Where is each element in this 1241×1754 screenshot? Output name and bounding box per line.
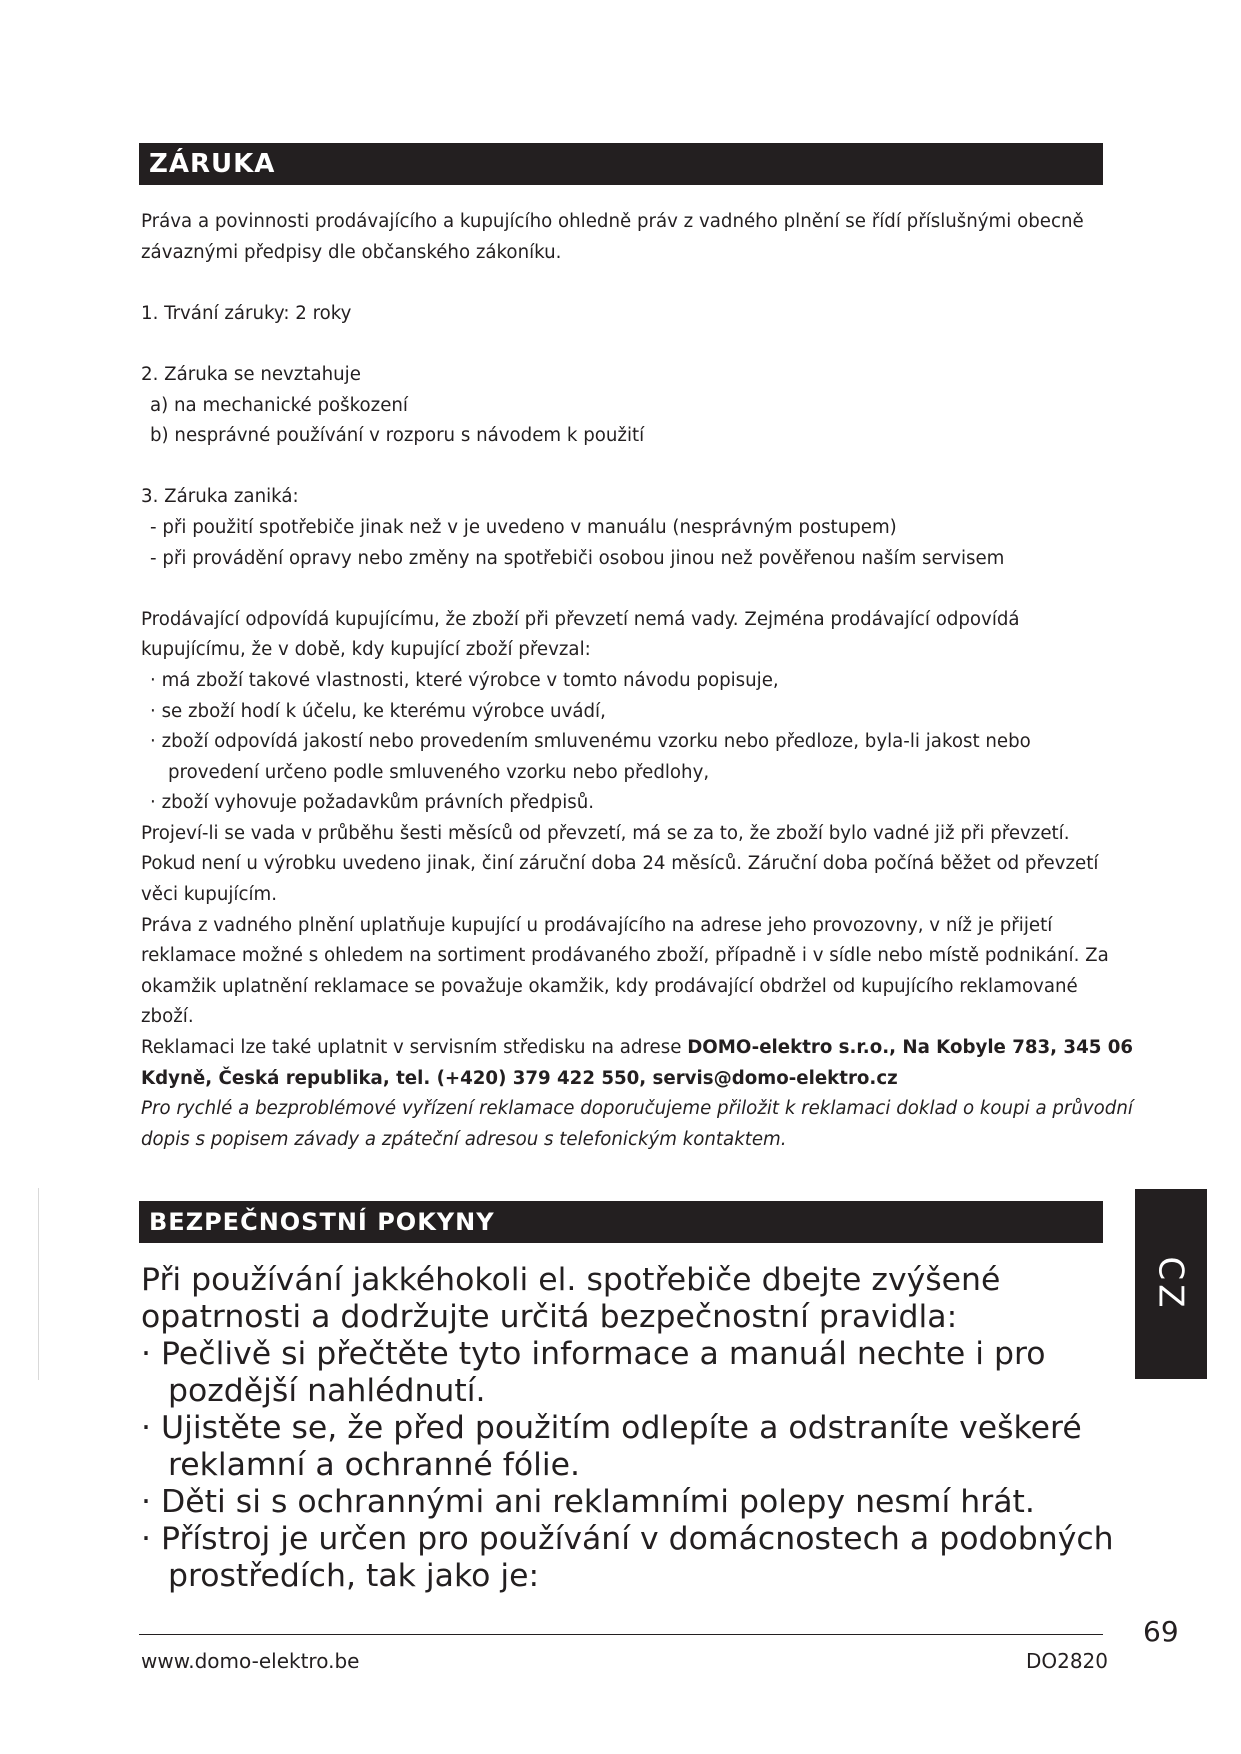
warranty-body: [141, 207, 1134, 1155]
safety-bullet: · Ujistěte se, že před použitím odlepíte a odstraníte veškeré: [141, 1410, 1082, 1446]
seller-bullet: · zboží odpovídá jakostí nebo provedením smluvenému vzorku nebo předloze, byla-li jakost nebo: [150, 731, 1031, 753]
recommendation-line: dopis s popisem závady a zpáteční adresou s telefonickým kontaktem.: [141, 1128, 787, 1150]
exclusion-item: b) nesprávné používání v rozporu s návodem k použití: [150, 425, 645, 447]
safety-bullet-continuation: pozdější nahlédnutí.: [168, 1373, 486, 1409]
language-tab: [1135, 1189, 1207, 1379]
safety-intro-line: opatrnosti a dodržujte určitá bezpečnostní pravidla:: [141, 1299, 958, 1335]
seller-paragraph-line: kupujícímu, že v době, kdy kupující zboží převzal:: [141, 639, 591, 661]
exclusion-item: a) na mechanické poškození: [150, 394, 408, 416]
warranty-heading: ZÁRUKA: [139, 143, 1103, 185]
rights-paragraph-line: Práva z vadného plnění uplatňuje kupující u prodávajícího na adrese jeho provozovny, v níž je přijetí: [141, 914, 1053, 936]
exclusions-title: 2. Záruka se nevztahuje: [141, 363, 361, 385]
language-code: CZ: [1150, 1256, 1191, 1312]
seller-bullet: · zboží vyhovuje požadavkům právních předpisů.: [150, 792, 595, 814]
rights-paragraph-line: okamžik uplatnění reklamace se považuje okamžik, kdy prodávající obdržel od kupujícího reklamované: [141, 975, 1078, 997]
service-lead-text: Reklamaci lze také uplatnit v servisním středisku na adrese: [141, 1037, 688, 1059]
termination-title: 3. Záruka zaniká:: [141, 486, 299, 508]
defect-paragraph-line: Pokud není u výrobku uvedeno jinak, činí záruční doba 24 měsíců. Záruční doba počíná běžet od převzetí: [141, 853, 1099, 875]
seller-bullet-continuation: provedení určeno podle smluveného vzorku nebo předlohy,: [168, 761, 710, 783]
seller-paragraph-line: Prodávající odpovídá kupujícímu, že zboží při převzetí nemá vady. Zejména prodávající odpovídá: [141, 608, 1020, 630]
rights-paragraph-line: reklamace možné s ohledem na sortiment prodávaného zboží, případně i v sídle nebo místě podnikání. Za: [141, 945, 1109, 967]
footer-website: www.domo-elektro.be: [141, 1649, 360, 1673]
seller-bullet: · má zboží takové vlastnosti, které výrobce v tomto návodu popisuje,: [150, 669, 779, 691]
footer-model: DO2820: [1025, 1649, 1108, 1673]
service-center-line: [141, 1033, 1134, 1064]
footer-rule: [139, 1634, 1103, 1635]
warranty-intro-line: Práva a povinnosti prodávajícího a kupujícího ohledně práv z vadného plnění se řídí příslušnými obecně: [141, 211, 1084, 232]
service-contact: Kdyně, Česká republika, tel. (+420) 379 422 550, servis@domo-elektro.cz: [141, 1067, 898, 1089]
safety-heading: BEZPEČNOSTNÍ POKYNY: [139, 1201, 1103, 1243]
rights-paragraph-line: zboží.: [141, 1006, 194, 1028]
warranty-duration: 1. Trvání záruky: 2 roky: [141, 302, 352, 324]
defect-paragraph-line: Projeví-li se vada v průběhu šesti měsíců od převzetí, má se za to, že zboží bylo vadné již při převzetí.: [141, 822, 1070, 844]
recommendation-line: Pro rychlé a bezproblémové vyřízení reklamace doporučujeme přiložit k reklamaci doklad o koupi a průvodní: [141, 1098, 1133, 1120]
safety-bullet: · Děti si s ochrannými ani reklamními polepy nesmí hrát.: [141, 1484, 1035, 1520]
margin-divider: [38, 1188, 39, 1380]
termination-item: - při použití spotřebiče jinak než v je uvedeno v manuálu (nesprávným postupem): [150, 516, 897, 538]
service-address: DOMO-elektro s.r.o., Na Kobyle 783, 345 06: [687, 1037, 1134, 1059]
safety-bullet: · Přístroj je určen pro používání v domácnostech a podobných: [141, 1521, 1114, 1557]
seller-bullet: · se zboží hodí k účelu, ke kterému výrobce uvádí,: [150, 700, 606, 722]
defect-paragraph-line: věci kupujícím.: [141, 884, 278, 906]
safety-intro-line: Při používání jakkéhokoli el. spotřebiče dbejte zvýšené: [141, 1262, 1001, 1298]
safety-bullet-continuation: prostředích, tak jako je:: [168, 1558, 540, 1594]
safety-bullet-continuation: reklamní a ochranné fólie.: [168, 1447, 581, 1483]
warranty-intro-line: závaznými předpisy dle občanského zákoníku.: [141, 241, 562, 263]
safety-instructions: [141, 1262, 1114, 1595]
safety-bullet: · Pečlivě si přečtěte tyto informace a manuál nechte i pro: [141, 1336, 1046, 1372]
termination-item: - při provádění opravy nebo změny na spotřebiči osobou jinou než pověřenou naším servisem: [150, 547, 1005, 569]
page-number: 69: [1143, 1615, 1179, 1648]
